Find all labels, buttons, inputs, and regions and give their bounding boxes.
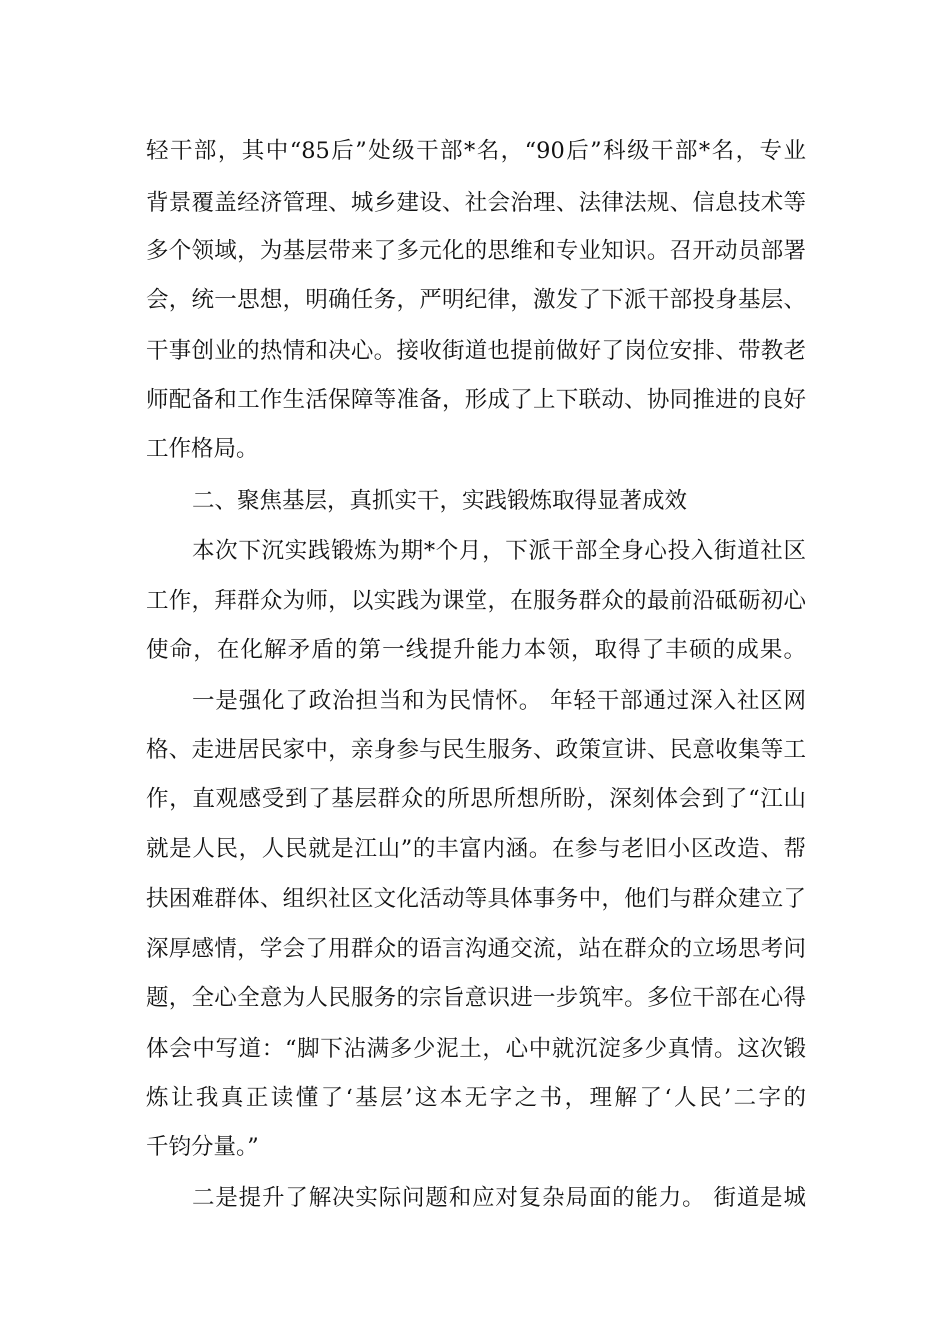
body-text-line: 深厚感情，学会了用群众的语言沟通交流，站在群众的立场思考问	[146, 936, 806, 962]
body-text-line: 会，统一思想，明确任务，严明纪律，激发了下派干部投身基层、	[146, 287, 806, 313]
body-text-line: 体会中写道：“脚下沾满多少泥土，心中就沉淀多少真情。这次锻	[146, 1036, 806, 1062]
body-text-line: 扶困难群体、组织社区文化活动等具体事务中，他们与群众建立了	[146, 886, 806, 912]
body-text-line: 工作，拜群众为师，以实践为课堂，在服务群众的最前沿砥砺初心	[146, 588, 806, 614]
section-heading: 二、聚焦基层，真抓实干，实践锻炼取得显著成效	[192, 488, 688, 514]
body-text-line: 题，全心全意为人民服务的宗旨意识进一步筑牢。多位干部在心得	[146, 985, 806, 1011]
body-text-line: 千钧分量。”	[146, 1134, 259, 1160]
body-text-line: 二是提升了解决实际问题和应对复杂局面的能力。 街道是城	[192, 1185, 806, 1211]
body-text-line: 多个领域，为基层带来了多元化的思维和专业知识。召开动员部署	[146, 238, 806, 264]
body-text-line: 干事创业的热情和决心。接收街道也提前做好了岗位安排、带教老	[146, 338, 806, 364]
body-text-line: 一是强化了政治担当和为民情怀。 年轻干部通过深入社区网	[192, 688, 806, 714]
body-text-line: 背景覆盖经济管理、城乡建设、社会治理、法律法规、信息技术等	[146, 190, 806, 216]
body-text-line: 炼让我真正读懂了‘基层’这本无字之书，理解了‘人民’二字的	[146, 1085, 806, 1111]
body-text-line: 师配备和工作生活保障等准备，形成了上下联动、协同推进的良好	[146, 387, 806, 413]
body-text-line: 轻干部，其中“85后”处级干部*名，“90后”科级干部*名，专业	[146, 138, 806, 164]
body-text-line: 格、走进居民家中，亲身参与民生服务、政策宣讲、民意收集等工	[146, 737, 806, 763]
body-text-line: 就是人民，人民就是江山”的丰富内涵。在参与老旧小区改造、帮	[146, 836, 806, 862]
body-text-line: 工作格局。	[146, 436, 259, 462]
body-text-line: 作，直观感受到了基层群众的所思所想所盼，深刻体会到了“江山	[146, 786, 806, 812]
body-text-line: 本次下沉实践锻炼为期*个月，下派干部全身心投入街道社区	[192, 538, 806, 564]
body-text-line: 使命，在化解矛盾的第一线提升能力本领，取得了丰硕的成果。	[146, 637, 806, 663]
